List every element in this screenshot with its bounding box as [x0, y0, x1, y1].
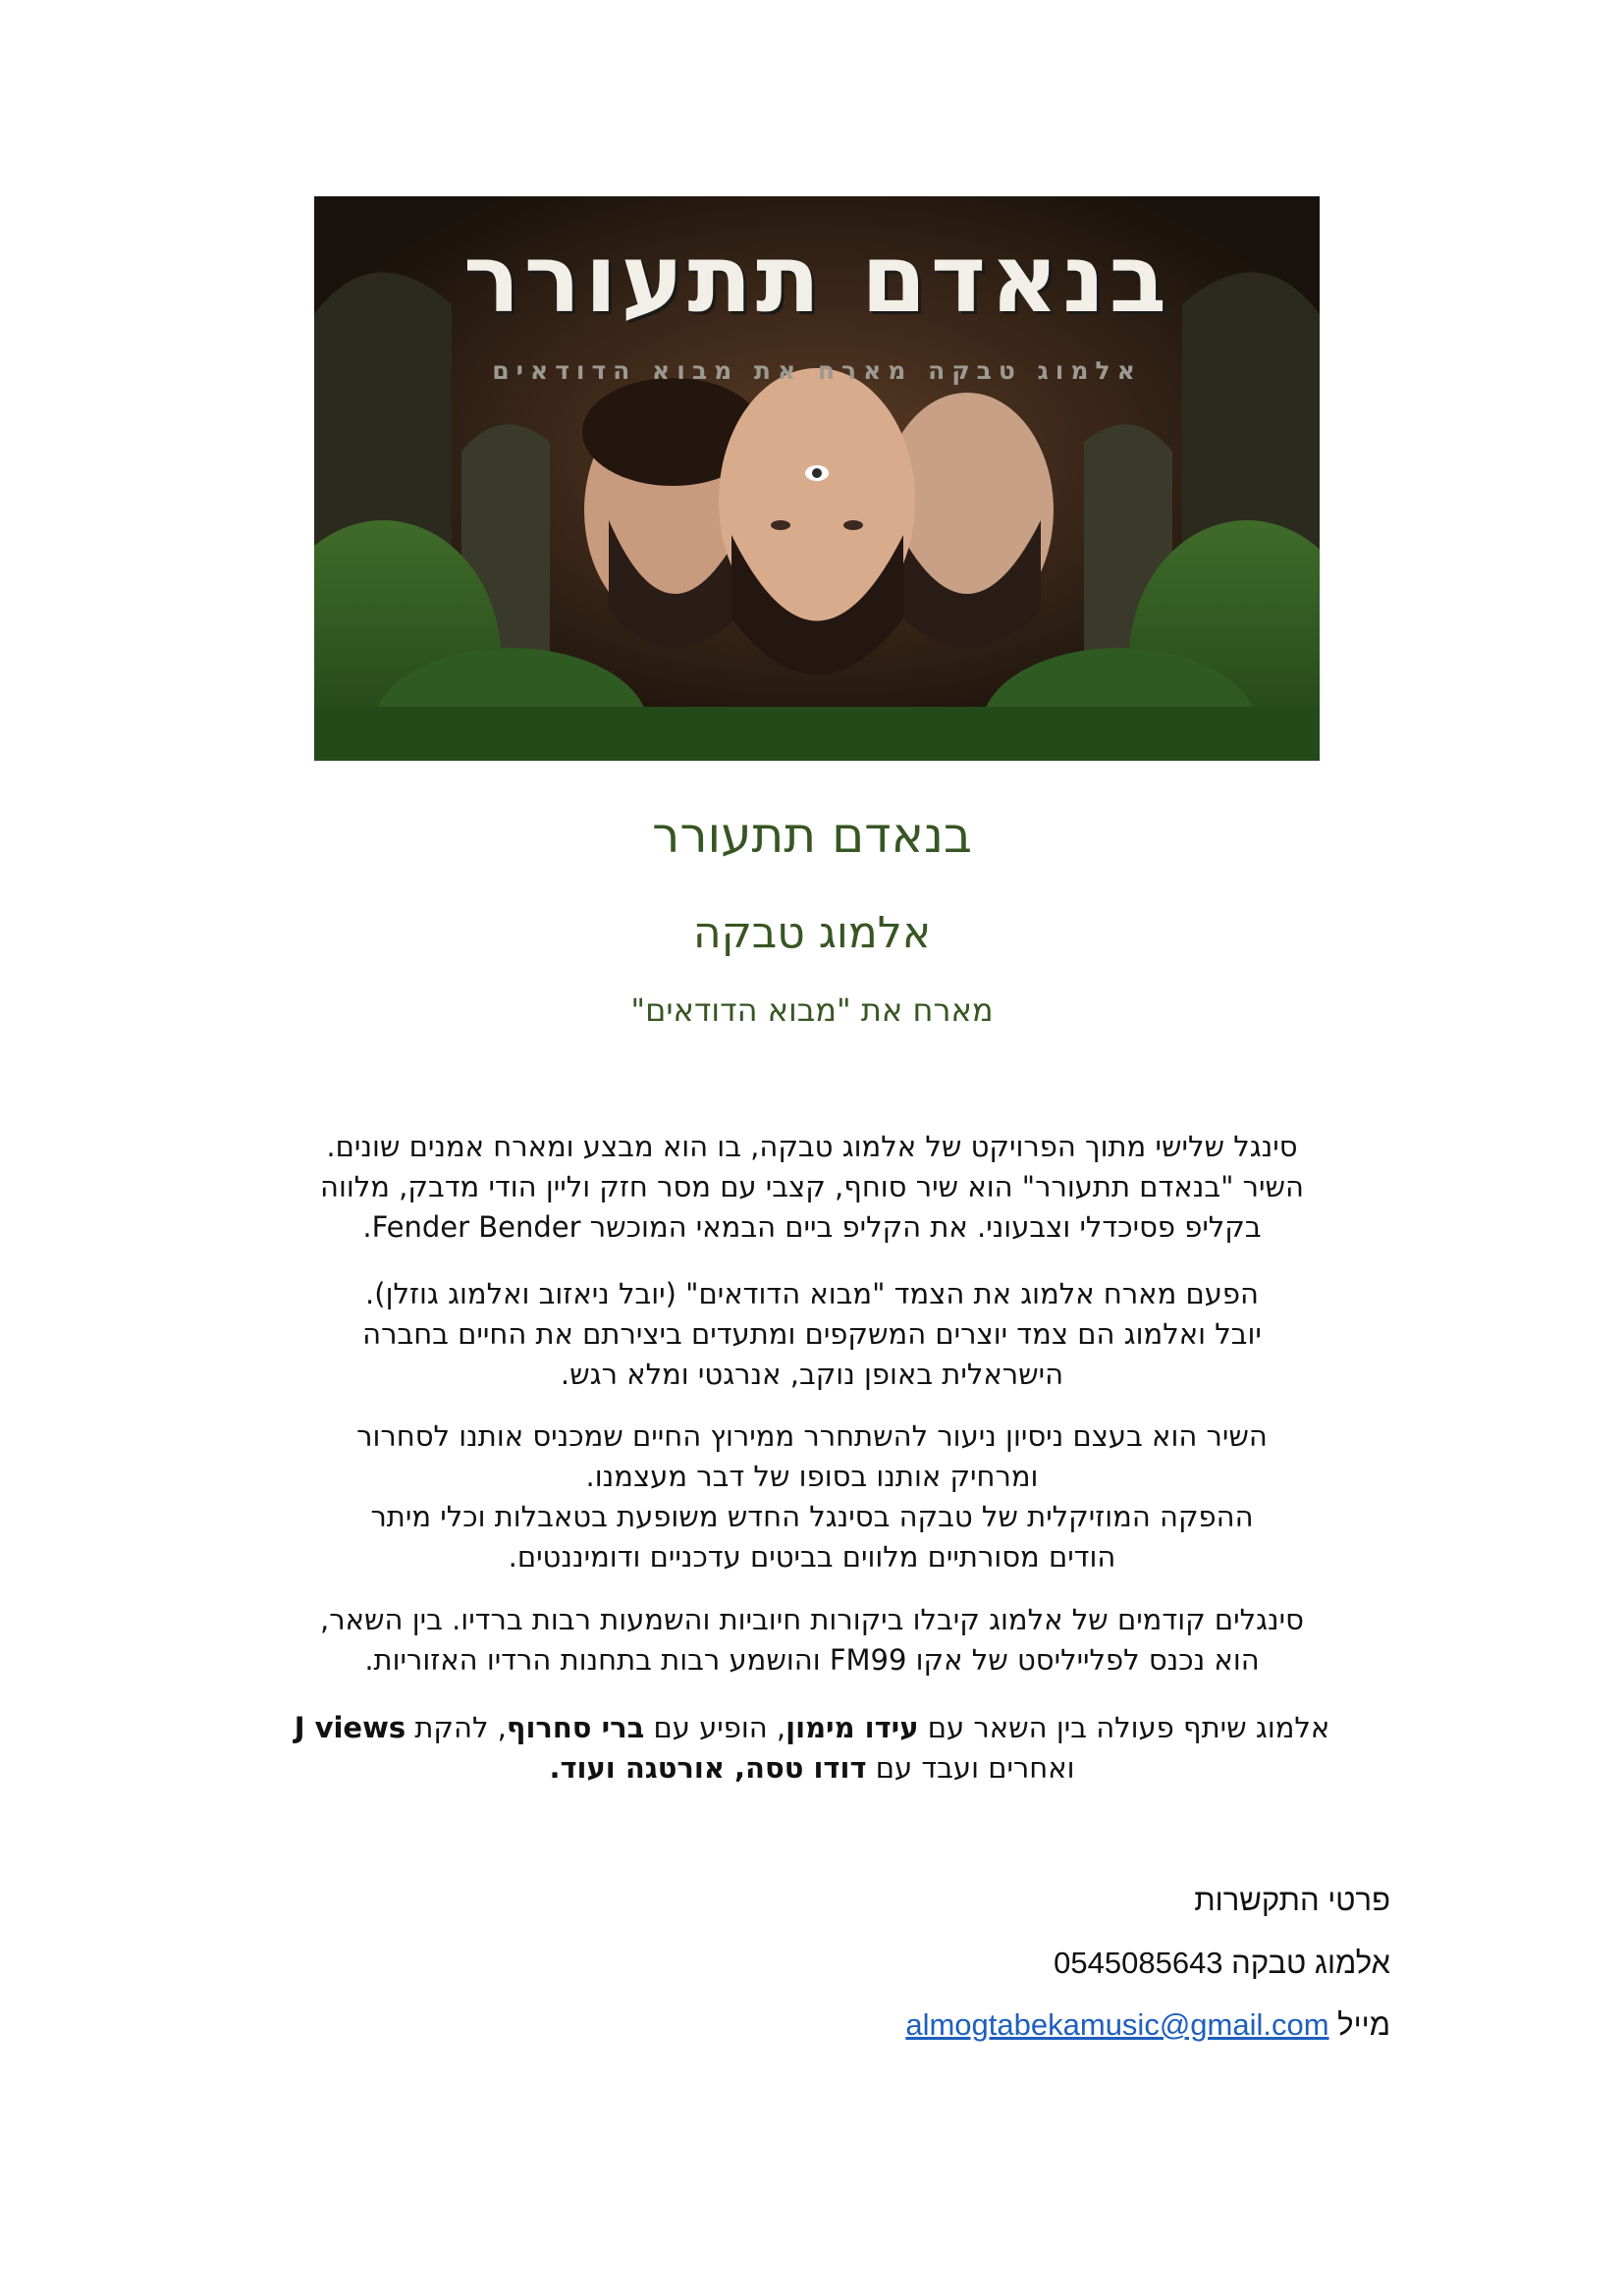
text-line: ומרחיק אותנו בסופו של דבר מעצמנו. [585, 1460, 1039, 1493]
text-line [0, 1708, 1624, 1748]
text-line: סינגל שלישי מתוך הפרויקט של אלמוג טבקה, בו הוא מבצע ומארח אמנים שונים. [326, 1130, 1298, 1163]
contact-heading: פרטי התקשרות [1194, 1883, 1390, 1917]
email-link[interactable]: almogtabekamusic@gmail.com [905, 2007, 1329, 2042]
email-label: מייל [1337, 2007, 1390, 2042]
text-line: השיר הוא בעצם ניסיון ניעור להשתחרר ממירוץ החיים שמכניס אותנו לסחרור [356, 1419, 1268, 1453]
paragraph-song [0, 1416, 1624, 1577]
text-line: יובל ואלמוג הם צמד יוצרים המשקפים ומתעדים ביצירתם את החיים בחברה [362, 1317, 1262, 1351]
text-line [0, 1748, 1624, 1789]
text-run: אלמוג שיתף פעולה בין השאר עם [918, 1711, 1330, 1744]
cover-art [314, 196, 1320, 761]
paragraph-intro [0, 1127, 1624, 1248]
contact-email-row [905, 2007, 1390, 2043]
paragraph-collaborations [0, 1708, 1624, 1789]
collaborator-name: עידו מימון [785, 1711, 919, 1744]
paragraph-duo [0, 1274, 1624, 1395]
text-line: בקליפ פסיכדלי וצבעוני. את הקליפ ביים הבמאי המוכשר Fender Bender. [362, 1210, 1262, 1244]
text-line: הודים מסורתיים מלווים בביטים עדכניים ודומיננטים. [508, 1540, 1116, 1574]
text-line: הפעם מארח אלמוג את הצמד "מבוא הדודאים" (יובל ניאזוב ואלמוג גוזלן). [365, 1277, 1259, 1310]
text-line: הישראלית באופן נוקב, אנרגטי ומלא רגש. [560, 1358, 1064, 1391]
song-subtitle: מארח את "מבוא הדודאים" [630, 991, 994, 1029]
cover-title: בנאדם תתעורר [462, 224, 1171, 334]
artist-name: אלמוג טבקה [692, 908, 932, 958]
collaborator-name: J views [294, 1711, 406, 1744]
text-line: השיר "בנאדם תתעורר" הוא שיר סוחף, קצבי עם מסר חזק וליין הודי מדבק, מלווה [320, 1170, 1304, 1203]
collaborator-name: ברי סחרוף [506, 1711, 645, 1744]
text-line: ההפקה המוזיקלית של טבקה בסינגל החדש משופעת בטאבלות וכלי מיתר [370, 1500, 1254, 1533]
text-run: , הופיע עם [644, 1711, 786, 1744]
cover-subtitle: אלמוג טבקה מארח את מבוא הדודאים [492, 356, 1142, 385]
contact-name-phone: אלמוג טבקה 0545085643 [1054, 1946, 1390, 1980]
text-line: הוא נכנס לפלייליסט של אקו FM99 והושמע רבות בתחנות הרדיו האזוריות. [364, 1643, 1260, 1677]
collaborator-name: דודו טסה, אורטגה ועוד. [549, 1751, 867, 1785]
text-line: סינגלים קודמים של אלמוג קיבלו ביקורות חיוביות והשמעות רבות ברדיו. בין השאר, [320, 1603, 1304, 1636]
song-title: בנאדם תתעורר [652, 807, 972, 864]
text-run: ואחרים ועבד עם [866, 1751, 1075, 1785]
text-run: , להקת [406, 1711, 507, 1744]
paragraph-previous-singles [0, 1600, 1624, 1681]
